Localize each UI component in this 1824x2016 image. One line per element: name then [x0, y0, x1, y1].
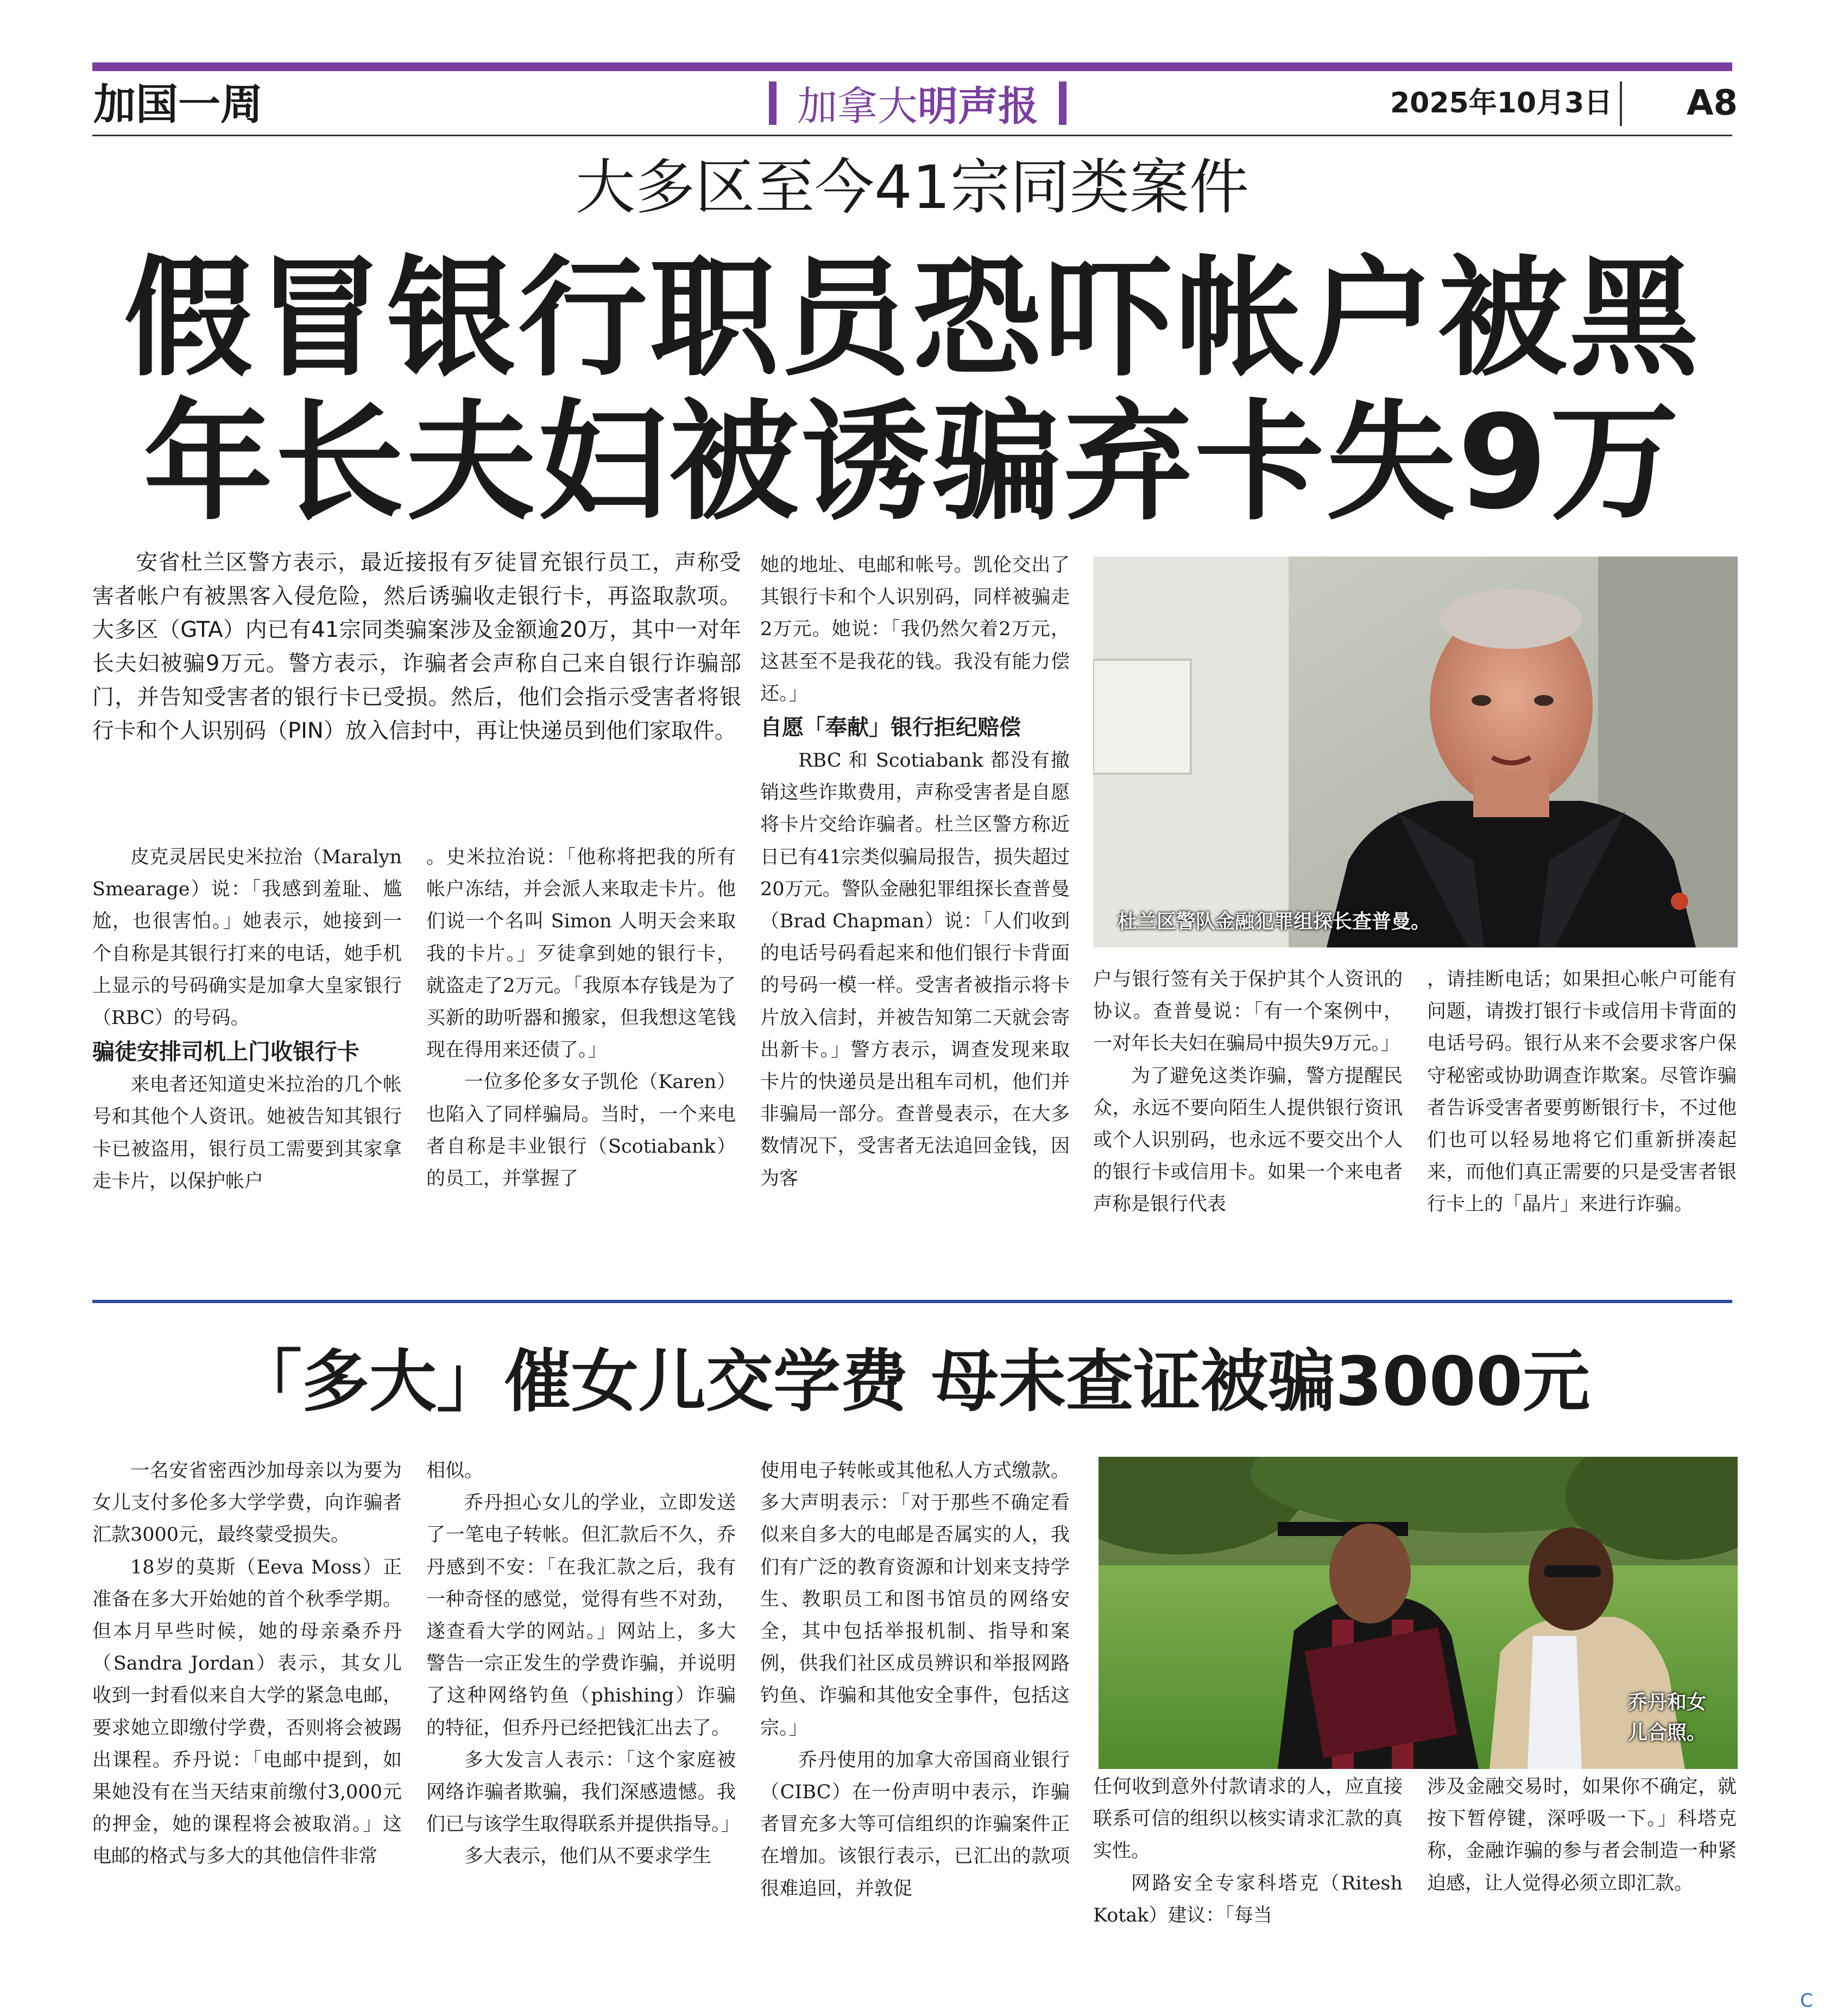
section-name: 加国一周 [93, 80, 263, 129]
article2-column-3 [760, 1455, 1070, 1905]
article2-paragraph: 相似。 [426, 1460, 484, 1482]
graduation-caption-line2: 儿合照。 [1628, 1722, 1707, 1744]
graduation-photo [1099, 1457, 1738, 1769]
article1-headline-line2: 年长夫妇被诱骗弃卡失9万 [143, 388, 1681, 538]
graduation-caption-line1: 乔丹和女 [1628, 1691, 1707, 1714]
article1-column-1 [92, 842, 402, 1198]
issue-date: 2025年10月3日 [1390, 87, 1613, 119]
corner-mark: C [1800, 1990, 1813, 2012]
article1-paragraph: 。史米拉治说：「他称将把我的所有帐户冻结，并会派人来取走卡片。他们说一个名叫 Simon 人明天会来取我的卡片。」歹徒拿到她的银行卡，就盗走了2万元。「我原本存钱是为了买新的助听器和搬家，但我想这笔钱现在得用来还债了。」 [426, 846, 736, 1061]
article2-headline: 「多大」催女儿交学费 母未查证被骗3000元 [234, 1343, 1591, 1421]
masthead-prefix: 加拿大 [797, 83, 918, 130]
article1-column-4 [1093, 964, 1403, 1221]
masthead-bar-left [769, 81, 777, 125]
officer-photo-image [1093, 557, 1738, 947]
article1-headline-line1: 假冒银行职员恐吓帐户被黑 [124, 244, 1701, 394]
article2-paragraph: 一名安省密西沙加母亲以为要为女儿支付多伦多大学学费，向诈骗者汇款3000元，最终蒙受损失。 [92, 1460, 402, 1546]
article2-column-1 [92, 1455, 402, 1873]
article1-column-5 [1427, 964, 1737, 1221]
article2-column-2 [426, 1455, 740, 1873]
article2-paragraph: 网路安全专家科塔克（Ritesh Kotak）建议：「每当 [1093, 1872, 1403, 1926]
article2-paragraph: 乔丹使用的加拿大帝国商业银行（CIBC）在一份声明中表示，诈骗者冒充多大等可信组织的诈骗案件正在增加。该银行表示，已汇出的款项很难追回，并敦促 [760, 1749, 1070, 1900]
article1-column-2 [426, 842, 736, 1195]
header-divider [1620, 81, 1622, 126]
article1-paragraph: 来电者还知道史米拉治的几个帐号和其他个人资讯。她被告知其银行卡已被盗用，银行员工需要到其家拿走卡片，以保护帐户 [92, 1074, 402, 1192]
article2-paragraph: 任何收到意外付款请求的人，应直接联系可信的组织以核实请求汇款的真实性。 [1093, 1776, 1403, 1862]
officer-photo [1093, 557, 1738, 947]
article1-lead [92, 546, 741, 748]
article2-paragraph: 使用电子转帐或其他私人方式缴款。多大声明表示：「对于那些不确定看似来自多大的电邮是否属实的人，我们有广泛的教育资源和计划来支持学生、教职员工和图书馆员的网络安全，其中包括举报机制、指导和案例，供我们社区成员辨识和举报网路钓鱼、诈骗和其他安全事件，包括这宗。」 [760, 1460, 1070, 1739]
article-divider [92, 1300, 1732, 1303]
article2-paragraph: 乔丹担心女儿的学业，立即发送了一笔电子转帐。但汇款后不久，乔丹感到不安：「在我汇款之后，我有一种奇怪的感觉，觉得有些不对劲，遂查看大学的网站。」网站上，多大警告一宗正发生的学费诈骗，并说明了这种网络钓鱼（phishing）诈骗的特征，但乔丹已经把钱汇出去了。 [426, 1492, 736, 1739]
article1-paragraph: 为了避免这类诈骗，警方提醒民众，永远不要向陌生人提供银行资讯或个人识别码，也永远不要交出个人的银行卡或信用卡。如果一个来电者声称是银行代表 [1093, 1065, 1403, 1216]
article2-paragraph: 多大表示，他们从不要求学生 [464, 1846, 712, 1868]
masthead-bar-right [1059, 81, 1066, 125]
article1-paragraph: 一位多伦多女子凯伦（Karen）也陷入了同样骗局。当时，一个来电者自称是丰业银行（Scotiabank）的员工，并掌握了 [426, 1071, 736, 1190]
article2-paragraph: 多大发言人表示：「这个家庭被网络诈骗者欺骗，我们深感遗憾。我们已与该学生取得联系并提供指导。」 [426, 1749, 740, 1836]
article1-column-3 [760, 549, 1070, 1195]
officer-photo-caption: 杜兰区警队金融犯罪组探长查普曼。 [1118, 911, 1431, 933]
page-number: A8 [1686, 83, 1738, 123]
article1-subhead: 骗徒安排司机上门收银行卡 [92, 1039, 359, 1065]
article2-paragraph: 涉及金融交易时，如果你不确定，就按下暂停键，深呼吸一下。」科塔克称，金融诈骗的参与者会制造一种紧迫感，让人觉得必须立即汇款。 [1427, 1776, 1737, 1894]
top-accent-bar [92, 62, 1732, 71]
article2-paragraph: 18岁的莫斯（Eeva Moss）正准备在多大开始她的首个秋季学期。但本月早些时候，她的母亲桑乔丹（Sandra Jordan）表示，其女儿收到一封看似来自大学的紧急电邮，要求她立即缴付学费，否则将会被踢出课程。乔丹说：「电邮中提到，如果她没有在当天结束前缴付3,000元的押金，她的课程将会被取消。」这电邮的格式与多大的其他信件非常 [92, 1556, 402, 1868]
graduation-photo-caption [1628, 1688, 1706, 1748]
article1-lead-text: 安省杜兰区警方表示，最近接报有歹徒冒充银行员工，声称受害者帐户有被黑客入侵危险，然后诱骗收走银行卡，再盗取款项。大多区（GTA）内已有41宗同类骗案涉及金额逾20万，其中一对年长夫妇被骗9万元。警方表示，诈骗者会声称自己来自银行诈骗部门，并告知受害者的银行卡已受损。然后，他们会指示受害者将银行卡和个人识别码（PIN）放入信封中，再让快递员到他们家取件。 [92, 550, 741, 743]
article1-paragraph: 户与银行签有关于保护其个人资讯的协议。查普曼说：「有一个案例中，一对年长夫妇在骗局中损失9万元。」 [1093, 969, 1403, 1055]
article1-paragraph: RBC 和 Scotiabank 都没有撤销这些诈欺费用，声称受害者是自愿将卡片交给诈骗者。杜兰区警方称近日已有41宗类似骗局报告，损失超过20万元。警队金融犯罪组探长查普曼（Brad Chapman）说：「人们收到的电话号码看起来和他们银行卡背面的号码一模一样。受害者被指示将卡片放入信封，并被告知第二天就会寄出新卡。」警方表示，调查发现来取卡片的快递员是出租车司机，他们并非骗局一部分。查普曼表示，在大多数情况下，受害者无法追回金钱，因为客 [760, 750, 1070, 1190]
masthead-name: 明声报 [918, 83, 1038, 130]
article2-column-4 [1093, 1771, 1403, 1932]
masthead [739, 76, 1097, 130]
masthead-title [797, 74, 1038, 132]
article2-column-5 [1427, 1771, 1737, 1900]
article1-subhead: 自愿「奉献」银行拒纪赔偿 [760, 715, 1021, 741]
article1-kicker: 大多区至今41宗同类案件 [576, 153, 1249, 222]
header-rule [92, 135, 1732, 136]
article1-paragraph: 她的地址、电邮和帐号。凯伦交出了其银行卡和个人识别码，同样被骗走2万元。她说：「我仍然欠着2万元，这甚至不是我花的钱。我没有能力偿还。」 [760, 554, 1070, 705]
article1-paragraph: 皮克灵居民史米拉治（Maralyn Smearage）说：「我感到羞耻、尴尬，也很害怕。」她表示，她接到一个自称是其银行打来的电话，她手机上显示的号码确实是加拿大皇家银行（RBC）的号码。 [92, 846, 402, 1029]
article1-paragraph: ，请挂断电话；如果担心帐户可能有问题，请拨打银行卡或信用卡背面的电话号码。银行从来不会要求客户保守秘密或协助调查诈欺案。尽管诈骗者告诉受害者要剪断银行卡，不过他们也可以轻易地将它们重新拼凑起来，而他们真正需要的只是受害者银行卡上的「晶片」来进行诈骗。 [1427, 969, 1737, 1216]
